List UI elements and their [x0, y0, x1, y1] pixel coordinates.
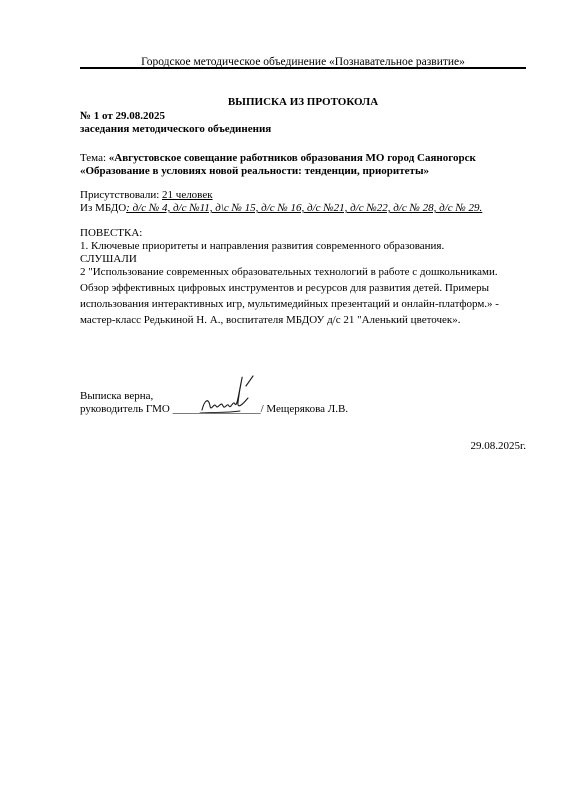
handwritten-signature [196, 372, 256, 422]
header-divider [80, 67, 526, 69]
signature-blank: ________________ [172, 403, 261, 415]
topic-label: Тема: [80, 152, 109, 164]
signature-role: руководитель ГМО [80, 403, 173, 415]
topic-text-1: «Августовское совещание работников образования МО город Саяногорск [108, 152, 476, 164]
agenda-heading: ПОВЕСТКА: [80, 227, 143, 239]
document-title: ВЫПИСКА ИЗ ПРОТОКОЛА [227, 96, 379, 108]
protocol-number: № 1 от 29.08.2025 [80, 110, 166, 122]
attendance-from [80, 202, 526, 215]
listened-heading: СЛУШАЛИ [80, 253, 137, 265]
from-label: Из МБДО [80, 202, 127, 214]
protocol-meeting-line: заседания методического объединения [80, 123, 272, 135]
signature-line-2 [80, 403, 526, 416]
agenda-item-2-line-2: Обзор эффективных цифровых инструментов и ресурсов для развития детей. Примеры [80, 282, 489, 294]
signature-block [80, 390, 526, 416]
agenda-item-1: 1. Ключевые приоритеты и направления развития современного образования. [80, 240, 445, 252]
agenda-item-2-line-3: использования интерактивных игр, мультимедийных презентаций и онлайн-платформ.» - [80, 298, 499, 310]
from-value: : д/с № 4, д/с №11, д\с № 15, д/с № 16, д/с №21, д/с №22, д/с № 28, д/с № 29. [126, 202, 483, 214]
topic-line-2: «Образование в условиях новой реальности: тенденции, приоритеты» [80, 165, 430, 177]
signature-name: / Мещерякова Л.В. [260, 403, 349, 415]
agenda-item-2-line-1: 2 "Использование современных образовательных технологий в работе с дошкольниками. [80, 266, 498, 278]
signature-line-1: Выписка верна, [80, 390, 154, 402]
present-label: Присутствовали: [80, 189, 163, 201]
document-date: 29.08.2025г. [470, 440, 526, 452]
attendance-present [80, 189, 526, 202]
agenda-item-2-line-4: мастер-класс Редькиной Н. А., воспитателя МБДОУ д/с 21 "Аленький цветочек». [80, 314, 461, 326]
present-value: 21 человек [162, 189, 213, 201]
topic-line-1 [80, 152, 526, 165]
organization-header: Городское методическое объединение «Познавательное развитие» [141, 56, 465, 68]
